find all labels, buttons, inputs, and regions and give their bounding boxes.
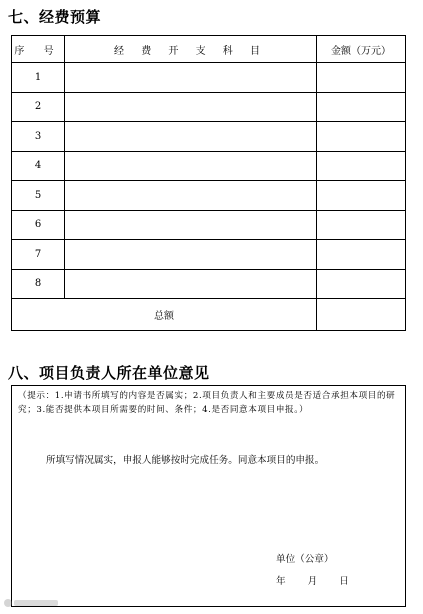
date-month: 月: [307, 576, 318, 587]
hint-text: （提示：1.申请书所填写的内容是否属实；2.项目负责人和主要成员是否适合承担本项目的研究；3.能否提供本项目所需要的时间、条件；4.是否同意本项目申报。）: [18, 391, 396, 415]
header-item: 经 费 开 支 科 目: [65, 36, 317, 63]
item-cell[interactable]: [65, 63, 317, 93]
item-cell[interactable]: [65, 92, 317, 122]
watermark-icon: [4, 599, 12, 607]
total-row: [12, 299, 406, 331]
item-cell[interactable]: [65, 210, 317, 240]
header-amount: 金额（万元）: [317, 36, 406, 63]
item-cell[interactable]: [65, 122, 317, 152]
row-number: 4: [12, 151, 65, 181]
table-row: [12, 122, 406, 152]
amount-cell[interactable]: [317, 151, 406, 181]
row-number: 6: [12, 210, 65, 240]
watermark-logo: [4, 597, 64, 608]
table-row: [12, 240, 406, 270]
table-row: [12, 63, 406, 93]
header-no: 序 号: [12, 36, 65, 63]
amount-cell[interactable]: [317, 122, 406, 152]
amount-cell[interactable]: [317, 181, 406, 211]
date-day: 日: [339, 576, 349, 587]
item-cell[interactable]: [65, 240, 317, 270]
table-row: [12, 92, 406, 122]
watermark-bar: [14, 600, 58, 606]
total-amount-cell[interactable]: [317, 299, 406, 331]
row-number: 8: [12, 269, 65, 299]
row-number: 5: [12, 181, 65, 211]
row-number: 7: [12, 240, 65, 270]
section7-title: 七、经费预算: [8, 8, 102, 26]
opinion-statement: 所填写情况属实，申报人能够按时完成任务。同意本项目的申报。: [46, 455, 325, 466]
amount-cell[interactable]: [317, 63, 406, 93]
amount-cell[interactable]: [317, 92, 406, 122]
amount-cell[interactable]: [317, 269, 406, 299]
budget-header-row: [12, 36, 406, 63]
row-number: 1: [12, 63, 65, 93]
budget-table: [11, 35, 406, 331]
amount-cell[interactable]: [317, 240, 406, 270]
table-row: [12, 181, 406, 211]
item-cell[interactable]: [65, 269, 317, 299]
table-row: [12, 269, 406, 299]
unit-seal-label: 单位（公章）: [276, 554, 334, 565]
item-cell[interactable]: [65, 151, 317, 181]
date-year: 年: [276, 576, 286, 587]
opinion-box[interactable]: [11, 385, 406, 607]
section8-title: 八、项目负责人所在单位意见: [8, 364, 210, 382]
row-number: 3: [12, 122, 65, 152]
total-label: 总额: [12, 299, 317, 331]
table-row: [12, 210, 406, 240]
item-cell[interactable]: [65, 181, 317, 211]
date-line: [276, 573, 349, 587]
row-number: 2: [12, 92, 65, 122]
amount-cell[interactable]: [317, 210, 406, 240]
table-row: [12, 151, 406, 181]
